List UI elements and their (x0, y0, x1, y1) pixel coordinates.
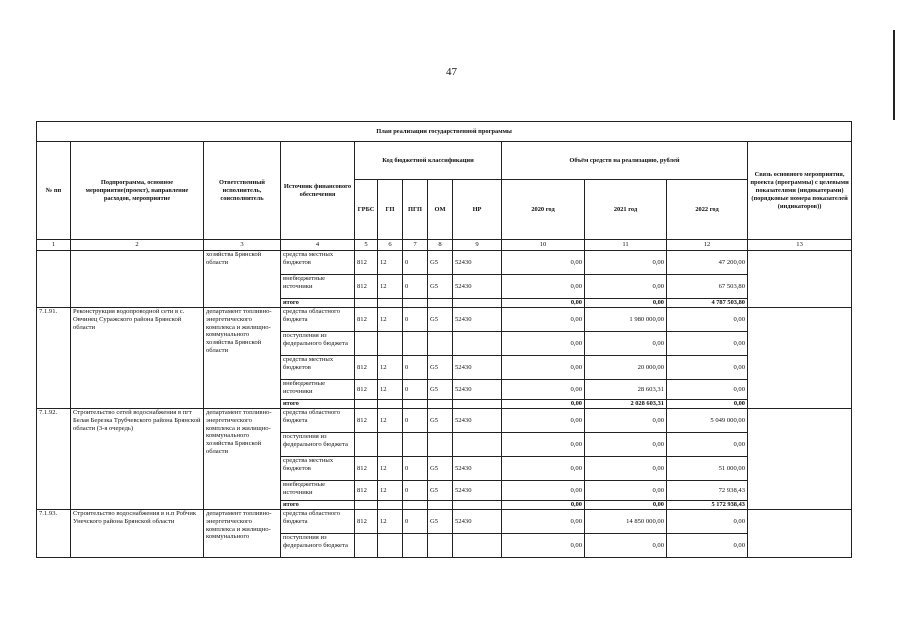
cell-2022: 0,00 (667, 332, 748, 356)
col-number: 7 (403, 240, 428, 251)
cell-2021: 20 000,00 (585, 356, 667, 380)
total-2021: 0,00 (585, 501, 667, 510)
total-2020: 0,00 (502, 400, 585, 409)
row-measure: Строительство сетей водоснабжения в пгт Белая Березка Трубчевского района Брянской области (3-я очередь) (71, 409, 204, 510)
cell-source: поступления из федерального бюджета (281, 332, 355, 356)
cell-2021: 0,00 (585, 481, 667, 501)
cell-2022: 47 200,00 (667, 251, 748, 275)
cell-2020: 0,00 (502, 275, 585, 299)
cell-2021: 0,00 (585, 534, 667, 558)
cell-2022: 5 049 000,00 (667, 409, 748, 433)
row-num: 7.1.92. (37, 409, 71, 510)
cell-pgp: 0 (403, 409, 428, 433)
cell-pgp: 0 (403, 457, 428, 481)
cell-source: внебюджетные источники (281, 275, 355, 299)
cell-om: G5 (428, 510, 453, 534)
total-2022: 0,00 (667, 400, 748, 409)
cell-nr (453, 332, 502, 356)
cell-grbs (355, 534, 378, 558)
cell-nr: 52430 (453, 510, 502, 534)
row-responsible: департамент топливно-энергетического комплекса и жилищно-коммунального хозяйства Брянской области (204, 308, 281, 409)
cell-nr: 52430 (453, 457, 502, 481)
header-subprogram: Подпрограмма, основное мероприятие(проект), направление расходов, мероприятие (71, 142, 204, 240)
total-2021: 0,00 (585, 299, 667, 308)
cell-grbs: 812 (355, 251, 378, 275)
cell-gp: 12 (378, 356, 403, 380)
cell-2020: 0,00 (502, 356, 585, 380)
header-gp: ГП (378, 180, 403, 240)
cell-grbs: 812 (355, 380, 378, 400)
row-measure: Реконструкция водопроводной сети в с. Овчинец Суражского района Брянской области (71, 308, 204, 409)
col-number: 1 (37, 240, 71, 251)
cell-grbs: 812 (355, 409, 378, 433)
row-responsible: департамент топливно-энергетического комплекса и жилищно-коммунального хозяйства Брянской области (204, 409, 281, 510)
cell-nr (453, 534, 502, 558)
header-nr: НР (453, 180, 502, 240)
cell-gp (378, 332, 403, 356)
col-number: 12 (667, 240, 748, 251)
cell-2020: 0,00 (502, 308, 585, 332)
row-measure (71, 251, 204, 308)
cell-source: внебюджетные источники (281, 380, 355, 400)
cell-2021: 0,00 (585, 457, 667, 481)
cell-gp: 12 (378, 380, 403, 400)
cell-grbs: 812 (355, 308, 378, 332)
col-number: 10 (502, 240, 585, 251)
cell-grbs: 812 (355, 275, 378, 299)
cell-2020: 0,00 (502, 332, 585, 356)
cell-om: G5 (428, 251, 453, 275)
cell-nr: 52430 (453, 409, 502, 433)
cell-om (428, 332, 453, 356)
cell-2022: 0,00 (667, 510, 748, 534)
cell-pgp: 0 (403, 481, 428, 501)
col-number: 3 (204, 240, 281, 251)
cell-2022: 0,00 (667, 534, 748, 558)
cell-nr: 52430 (453, 356, 502, 380)
row-num (37, 251, 71, 308)
header-pgp: ПГП (403, 180, 428, 240)
program-plan-table (36, 121, 852, 558)
cell-2020: 0,00 (502, 457, 585, 481)
cell-source: внебюджетные источники (281, 481, 355, 501)
cell-nr: 52430 (453, 380, 502, 400)
cell-2020: 0,00 (502, 510, 585, 534)
cell-2020: 0,00 (502, 380, 585, 400)
cell-om: G5 (428, 457, 453, 481)
cell-pgp (403, 332, 428, 356)
col-number: 6 (378, 240, 403, 251)
cell-gp: 12 (378, 251, 403, 275)
cell-2022: 0,00 (667, 380, 748, 400)
total-2022: 5 172 938,43 (667, 501, 748, 510)
cell-pgp: 0 (403, 380, 428, 400)
col-number: 8 (428, 240, 453, 251)
header-num: № пп (37, 142, 71, 240)
header-budget-code: Код бюджетной классификации (355, 142, 502, 180)
cell-nr: 52430 (453, 275, 502, 299)
cell-gp (378, 433, 403, 457)
cell-pgp: 0 (403, 275, 428, 299)
cell-gp: 12 (378, 481, 403, 501)
cell-pgp (403, 433, 428, 457)
total-2021: 2 028 603,31 (585, 400, 667, 409)
header-link: Связь основного мероприятия, проекта (программы) с целевыми показателями (индикатерами) (порядковые номера показателей (индикаторов)) (748, 142, 852, 240)
row-responsible: департамент топливно-энергетического комплекса и жилищно-коммунального (204, 510, 281, 558)
cell-om: G5 (428, 308, 453, 332)
cell-link (748, 409, 852, 510)
header-om: ОМ (428, 180, 453, 240)
cell-om: G5 (428, 380, 453, 400)
cell-2020: 0,00 (502, 481, 585, 501)
table-caption: План реализации государственной программы (37, 122, 852, 142)
cell-gp: 12 (378, 510, 403, 534)
cell-grbs: 812 (355, 356, 378, 380)
cell-gp (378, 534, 403, 558)
cell-source: средства областного бюджета (281, 308, 355, 332)
cell-2020: 0,00 (502, 534, 585, 558)
col-number: 5 (355, 240, 378, 251)
cell-2020: 0,00 (502, 409, 585, 433)
page-number: 47 (446, 66, 457, 78)
cell-om: G5 (428, 356, 453, 380)
cell-2021: 1 980 000,00 (585, 308, 667, 332)
cell-om: G5 (428, 481, 453, 501)
cell-gp: 12 (378, 308, 403, 332)
cell-2021: 0,00 (585, 409, 667, 433)
header-2020: 2020 год (502, 180, 585, 240)
cell-source: средства областного бюджета (281, 510, 355, 534)
cell-link (748, 510, 852, 558)
cell-om: G5 (428, 409, 453, 433)
header-responsible: Ответственный исполнитель, соисполнитель (204, 142, 281, 240)
cell-grbs: 812 (355, 481, 378, 501)
header-grbs: ГРБС (355, 180, 378, 240)
cell-source: средства областного бюджета (281, 409, 355, 433)
col-number: 9 (453, 240, 502, 251)
row-measure: Строительство водоснабжения в н.п Робчик Унечского района Брянской области (71, 510, 204, 558)
cell-gp: 12 (378, 409, 403, 433)
col-number: 13 (748, 240, 852, 251)
cell-nr: 52430 (453, 251, 502, 275)
cell-2020: 0,00 (502, 433, 585, 457)
cell-om (428, 534, 453, 558)
cell-2021: 0,00 (585, 332, 667, 356)
cell-pgp (403, 534, 428, 558)
cell-om: G5 (428, 275, 453, 299)
cell-grbs: 812 (355, 457, 378, 481)
cell-pgp: 0 (403, 356, 428, 380)
cell-source: поступления из федерального бюджета (281, 433, 355, 457)
cell-gp: 12 (378, 457, 403, 481)
cell-pgp: 0 (403, 251, 428, 275)
cell-link (748, 308, 852, 409)
header-amount: Объём средств на реализацию, рублей (502, 142, 748, 180)
header-source: Источник финансового обеспечения (281, 142, 355, 240)
cell-nr (453, 433, 502, 457)
cell-om (428, 433, 453, 457)
cell-2022: 67 503,80 (667, 275, 748, 299)
header-2021: 2021 год (585, 180, 667, 240)
row-num: 7.1.93. (37, 510, 71, 558)
cell-link (748, 251, 852, 308)
cell-2022: 0,00 (667, 433, 748, 457)
total-label: итого (281, 501, 355, 510)
cell-2020: 0,00 (502, 251, 585, 275)
cell-2021: 14 850 000,00 (585, 510, 667, 534)
cell-2021: 0,00 (585, 251, 667, 275)
cell-source: средства местных бюджетов (281, 251, 355, 275)
cell-2022: 51 000,00 (667, 457, 748, 481)
cell-2022: 0,00 (667, 308, 748, 332)
col-number: 11 (585, 240, 667, 251)
header-2022: 2022 год (667, 180, 748, 240)
cell-2021: 0,00 (585, 275, 667, 299)
cell-2022: 0,00 (667, 356, 748, 380)
total-label: итого (281, 400, 355, 409)
cell-gp: 12 (378, 275, 403, 299)
cell-grbs (355, 332, 378, 356)
cell-pgp: 0 (403, 308, 428, 332)
cell-2021: 28 603,31 (585, 380, 667, 400)
cell-grbs: 812 (355, 510, 378, 534)
cell-source: средства местных бюджетов (281, 356, 355, 380)
total-2020: 0,00 (502, 501, 585, 510)
row-num: 7.1.91. (37, 308, 71, 409)
col-number: 2 (71, 240, 204, 251)
cell-source: поступления из федерального бюджета (281, 534, 355, 558)
cell-nr: 52430 (453, 308, 502, 332)
cell-grbs (355, 433, 378, 457)
total-2020: 0,00 (502, 299, 585, 308)
row-responsible: хозяйства Брянской области (204, 251, 281, 308)
total-2022: 4 787 503,80 (667, 299, 748, 308)
scan-edge-mark (893, 30, 895, 120)
col-number: 4 (281, 240, 355, 251)
cell-pgp: 0 (403, 510, 428, 534)
cell-2021: 0,00 (585, 433, 667, 457)
cell-source: средства местных бюджетов (281, 457, 355, 481)
cell-nr: 52430 (453, 481, 502, 501)
total-label: итого (281, 299, 355, 308)
cell-2022: 72 938,43 (667, 481, 748, 501)
